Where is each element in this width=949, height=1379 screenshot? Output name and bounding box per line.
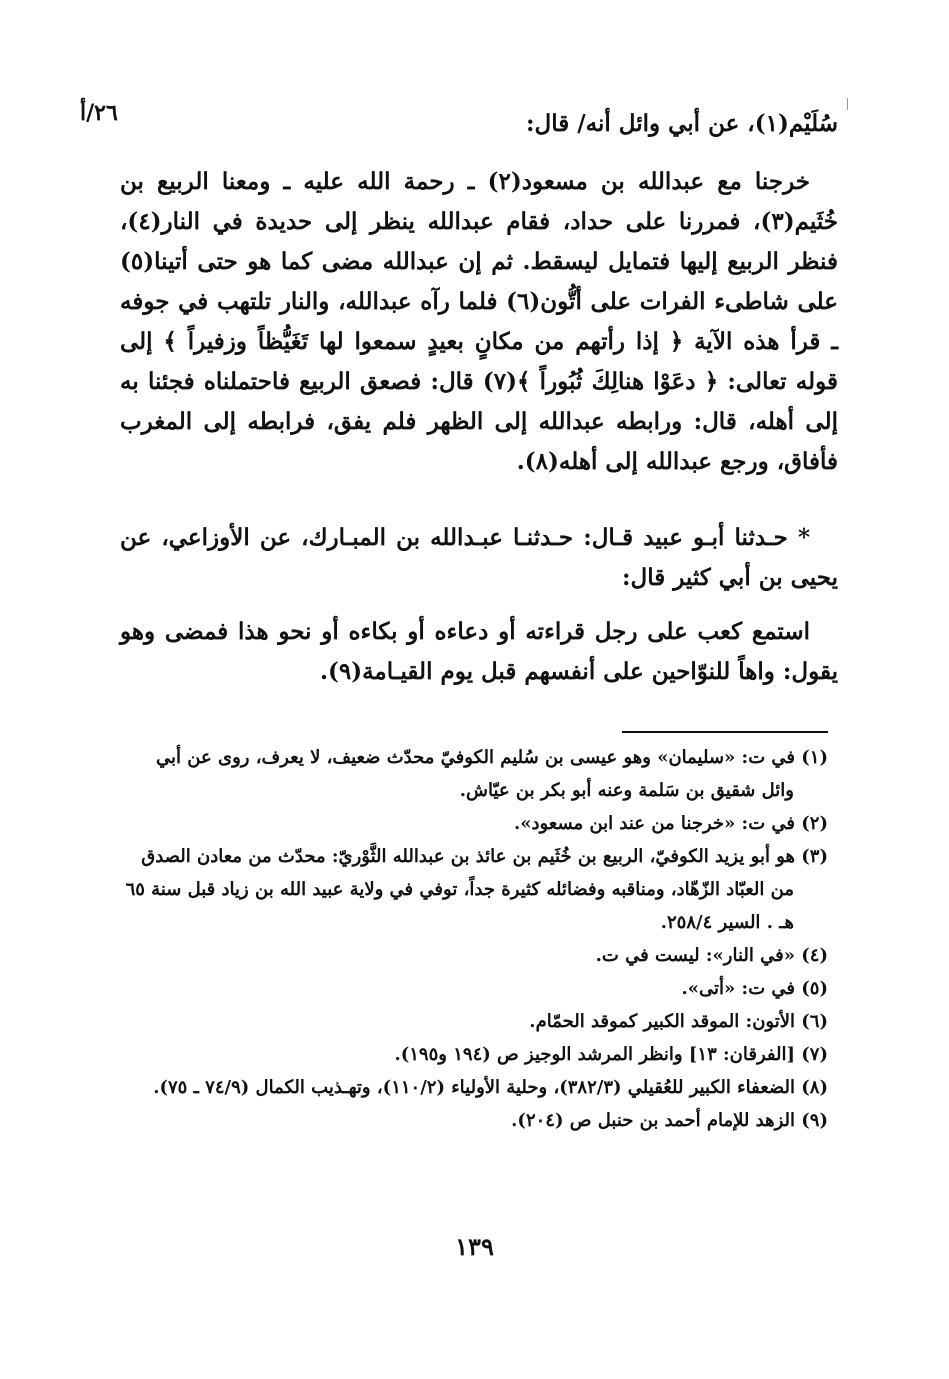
isnad-text: * حـدثنا أبـو عبيد قـال: حـدثنـا عبـدالله بن المبـارك، عن الأوزاعي، عن يحيى بن أبي كثير قال: xyxy=(120,524,838,591)
footnote-divider xyxy=(622,731,828,733)
main-narration-text: خرجنا مع عبدالله بن مسعود(٢) ـ رحمة الله عليه ـ ومعنا الربيع بن خُثَيم(٣)، فمررنا على حداد، فقام عبدالله ينظر إلى حديدة في النار(٤)، فنظر الربيع إليها فتمايل ليسقط. ثم إن عبدالله مضى كما هو حتى أتينا(٥) على شاطىء الفرات على أتُّون(٦) فلما رآه عبدالله، والنار تلتهب في جوفه ـ قرأ هذه الآية ﴿ إذا رأتهم من مكانٍ بعيدٍ سمعوا لها تَغَيُّظاً وزفيراً ﴾ إلى قوله تعالى: ﴿ دعَوْا هنالِكَ ثُبُوراً ﴾(٧) قال: فصعق الربيع فاحتملناه فجئنا به إلى أهله، قال: ورابطه عبدالله إلى الظهر فلم يفق، فرابطه إلى المغرب فأفاق، ورجع عبدالله إلى أهله(٨). xyxy=(120,168,839,475)
footnote-5: (٥) في ت: «أتى». xyxy=(681,978,828,999)
isnad-block xyxy=(120,518,838,598)
footnote-8: (٨) الضعفاء الكبير للعُقيلي (٣٨٢/٣)، وحلية الأولياء (١١٠/٢)، وتهـذيب الكمال (٧٤/٩ ـ ٧٥). xyxy=(153,1077,828,1098)
opening-line-text: سُلَيْم(١)، عن أبي وائل أنه/ قال: xyxy=(526,110,838,137)
page-number: ١٣٩ xyxy=(455,1232,494,1261)
margin-tick xyxy=(847,98,848,110)
footnote-1: (١) في ت: «سليمان» وهو عيسى بن سُليم الكوفيّ محدّث ضعيف، لا يعرف، روى عن أبي وائل شقيق بن سَلمة وعنه أبو بكر بن عيّاش. xyxy=(156,747,828,801)
footnote-7: (٧) [الفرقان: ١٣] وانظر المرشد الوجيز ص (١٩٤ و١٩٥). xyxy=(394,1044,828,1065)
kaab-narration-text: استمع كعب على رجل قراءته أو دعاءه أو بكاءه أو نحو هذا فمضى وهو يقول: واهاً للنوّاحين على أنفسهم قبل يوم القيـامة(٩). xyxy=(120,618,838,685)
footnote-3: (٣) هو أبو يزيد الكوفيّ، الربيع بن خُثَيم بن عائذ بن عبدالله الثَّوْريّ: محدّث من معادن الصدق من العبّاد الزّهّاد، ومناقبه وفضائله كثيرة جداً، توفي في ولاية عبيد الله بن زياد قبل سنة ٦٥ هـ . السير ٢٥٨/٤. xyxy=(125,846,828,933)
footnotes xyxy=(120,741,828,1137)
folio-marker: ٢٦/أ xyxy=(80,100,118,126)
footnote-9: (٩) الزهد للإمام أحمد بن حنبل ص (٢٠٤). xyxy=(511,1110,828,1131)
kaab-narration xyxy=(120,612,838,692)
main-narration xyxy=(120,162,838,482)
footnote-6: (٦) الأتون: الموقد الكبير كموقد الحمّام. xyxy=(529,1011,828,1032)
footnote-2: (٢) في ت: «خرجنا من عند ابن مسعود». xyxy=(513,813,828,834)
opening-line xyxy=(120,104,838,144)
footnote-4: (٤) «في النار»: ليست في ت. xyxy=(595,945,828,966)
